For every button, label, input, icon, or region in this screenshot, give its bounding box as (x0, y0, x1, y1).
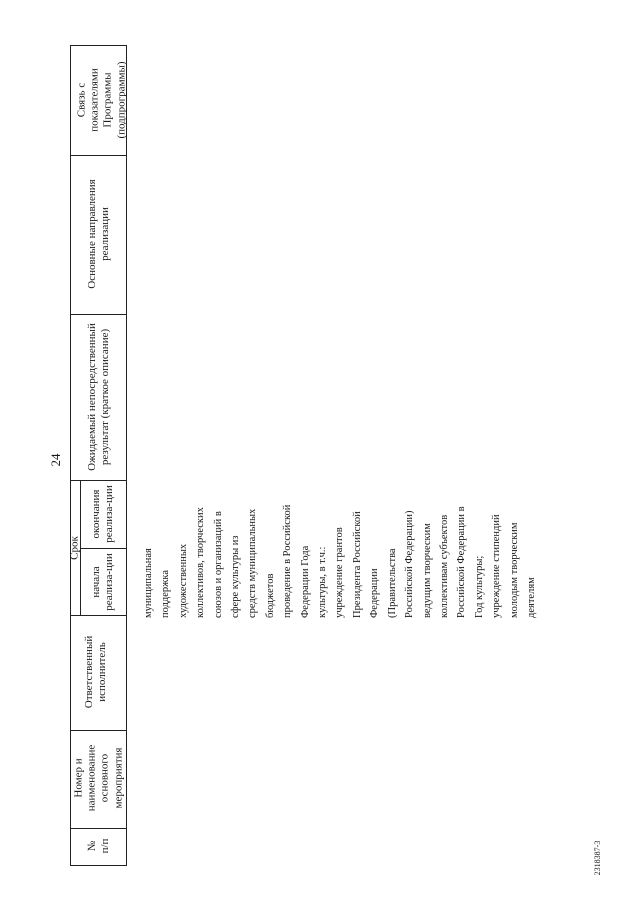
header-term-start (90, 553, 116, 611)
body-line: учреждение грантов (334, 527, 346, 618)
table-left-border (70, 45, 71, 865)
body-line: проведение в Российской (282, 504, 294, 618)
body-line: Год культуры; (473, 555, 485, 618)
body-line: ведущим творческим (421, 523, 433, 618)
body-text (140, 505, 540, 618)
header-name (73, 732, 126, 824)
row-divider (70, 314, 127, 315)
body-line: Российской Федерации в (456, 506, 468, 618)
header-name-label: Номер и наименование основного мероприятия (72, 744, 125, 812)
header-directions (86, 170, 112, 298)
body-line: поддержка (160, 569, 172, 618)
body-line: муниципальная (143, 548, 154, 618)
header-result-label: Ожидаемый непосредственный результат (краткое описание) (85, 323, 111, 471)
body-line: сфере культуры из (230, 535, 242, 618)
body-line: бюджетов (264, 573, 276, 618)
table-top-border (70, 45, 127, 46)
page-number: 24 (48, 453, 64, 467)
header-term-start-label: начала реализа-ции (89, 553, 115, 611)
table-right-border (126, 45, 127, 865)
body-line: Президента Российской (351, 511, 363, 618)
header-num-label: № п/п (85, 838, 111, 854)
body-line: коллективов, творческих (195, 507, 207, 618)
body-line: деятелям (525, 577, 537, 618)
body-line: (Правительства (386, 548, 398, 618)
row-divider (70, 615, 127, 616)
header-term: Срок (68, 536, 81, 560)
body-line: средств муниципальных (247, 508, 259, 618)
body-line: молодым творческим (508, 522, 520, 618)
row-divider (70, 155, 127, 156)
header-directions-label: Основные направления реализации (85, 179, 111, 289)
row-divider (70, 480, 127, 481)
body-line: Федерации Года (299, 545, 311, 618)
header-term-end-label: окончания реализа-ции (89, 485, 115, 543)
header-executor (83, 627, 109, 717)
header-executor-label: Ответственный исполнитель (82, 635, 108, 709)
row-divider (70, 828, 127, 829)
header-links (76, 52, 129, 148)
document-code: 2318387-3 (593, 840, 603, 876)
body-line: коллективам субъектов (438, 514, 450, 618)
body-line: художественных (177, 543, 189, 618)
header-links-label: Связь с показателями Программы (подпрограммы) (75, 61, 128, 139)
body-line: культуры, в т.ч.: (317, 546, 329, 618)
body-line: Российской Федерации) (404, 510, 416, 618)
header-num (86, 835, 112, 857)
term-subcolumn-divider (80, 548, 126, 549)
header-term-end (90, 484, 116, 544)
row-divider (70, 730, 127, 731)
body-line: Федерации (369, 568, 381, 618)
table-bottom-border (70, 865, 127, 866)
body-line: учреждение стипендий (491, 514, 503, 618)
body-line: союзов и организаций в (212, 511, 224, 618)
header-result (86, 322, 112, 472)
